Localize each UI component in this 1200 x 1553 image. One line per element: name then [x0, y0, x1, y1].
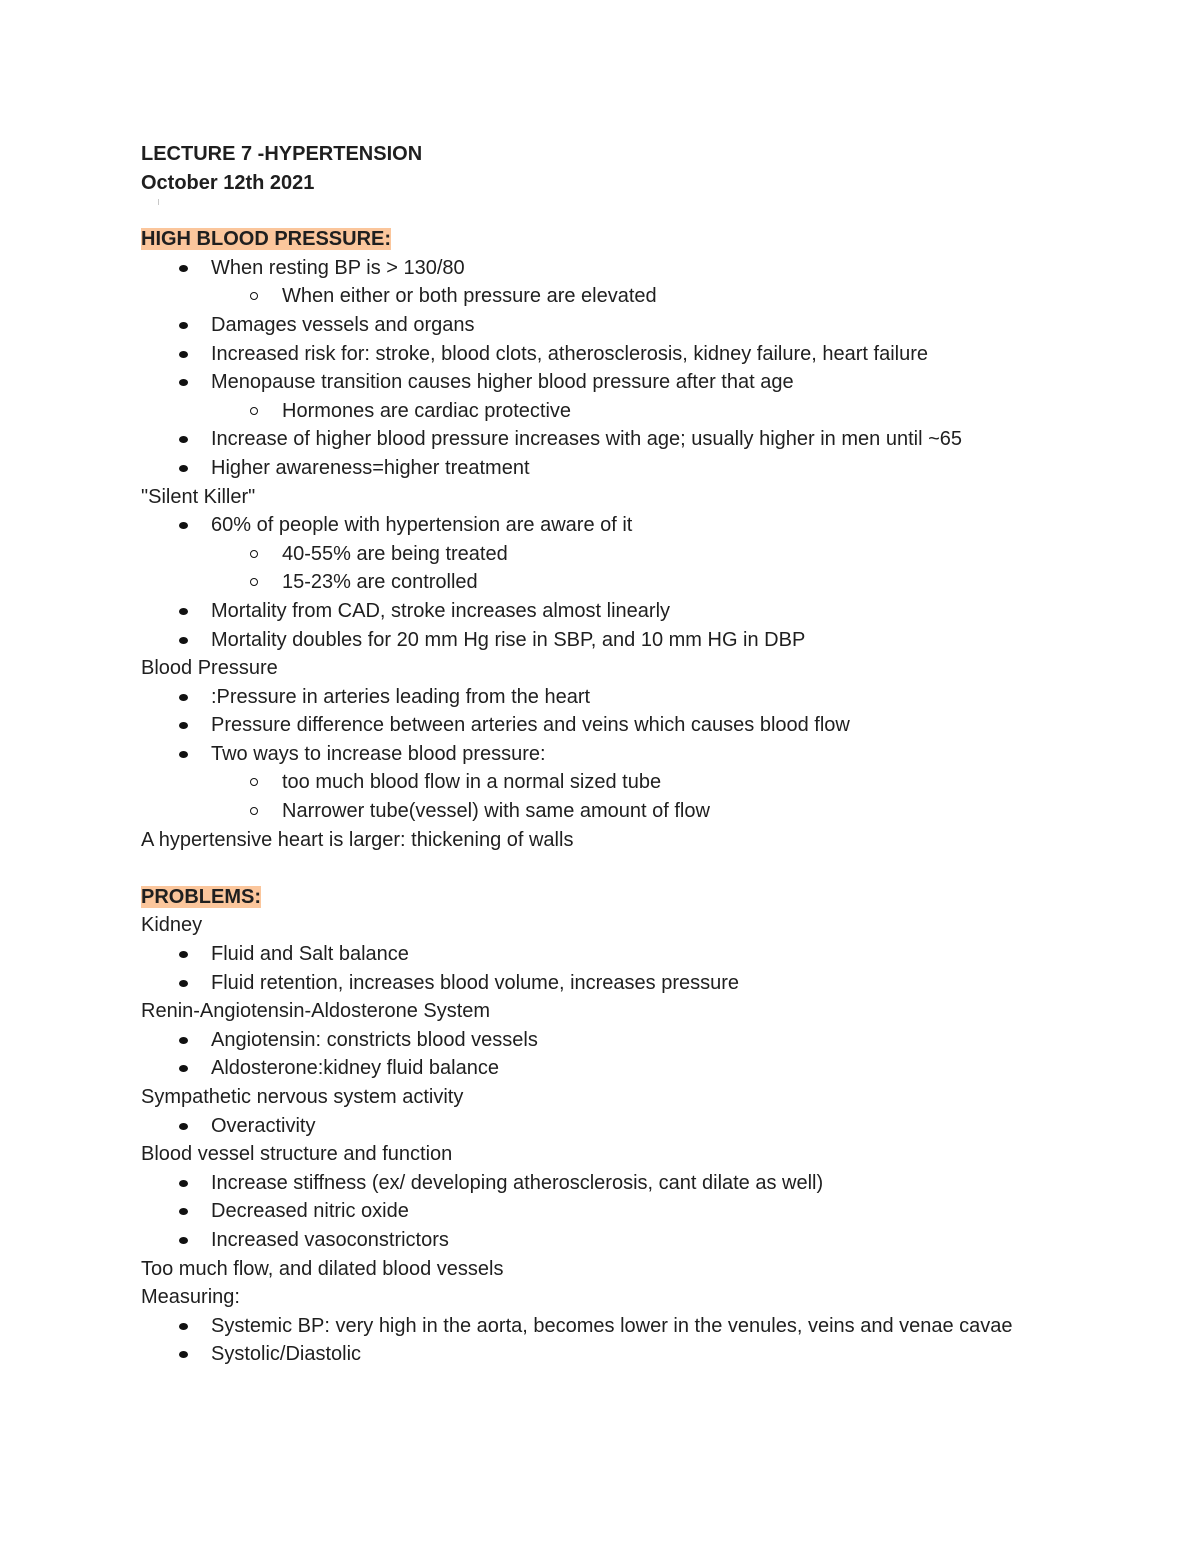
bullet-icon — [179, 465, 188, 472]
list-item: :Pressure in arteries leading from the heart — [141, 683, 1041, 712]
section-heading-high-blood-pressure: HIGH BLOOD PRESSURE: — [141, 228, 392, 251]
sub-bullet-icon — [250, 550, 258, 558]
subheading-blood-vessel: Blood vessel structure and function — [141, 1143, 453, 1166]
bullet-icon — [179, 1037, 188, 1044]
subheading-raas: Renin-Angiotensin-Aldosterone System — [141, 1000, 491, 1023]
bullet-icon — [179, 1123, 188, 1130]
list-item: Fluid and Salt balance — [141, 940, 1041, 969]
list-item: Aldosterone:kidney fluid balance — [141, 1054, 1041, 1083]
list-item: Increase of higher blood pressure increases with age; usually higher in men until ~65 — [141, 425, 1041, 454]
list-item: Narrower tube(vessel) with same amount of flow — [141, 797, 1041, 826]
list-item: When either or both pressure are elevated — [141, 282, 1041, 311]
list-item: Mortality from CAD, stroke increases almost linearly — [141, 597, 1041, 626]
list-item: 40-55% are being treated — [141, 540, 1041, 569]
bullet-icon — [179, 351, 188, 358]
bullet-icon — [179, 379, 188, 386]
bullet-icon — [179, 751, 188, 758]
list-item: Increased risk for: stroke, blood clots, atherosclerosis, kidney failure, heart failure — [141, 340, 1041, 369]
list-item: Menopause transition causes higher blood pressure after that age — [141, 368, 1041, 397]
sub-bullet-icon — [250, 407, 258, 415]
subheading-blood-pressure: Blood Pressure — [141, 657, 278, 680]
sub-bullet-icon — [250, 292, 258, 300]
bullet-icon — [179, 522, 188, 529]
blank-line — [141, 854, 1041, 883]
text-cursor-mark — [141, 197, 1041, 225]
subheading-measuring: Measuring: — [141, 1286, 240, 1309]
list-item: Two ways to increase blood pressure: — [141, 740, 1041, 769]
bullet-icon — [179, 1208, 188, 1215]
list-item: Decreased nitric oxide — [141, 1197, 1041, 1226]
list-item: too much blood flow in a normal sized tube — [141, 768, 1041, 797]
list-item: Mortality doubles for 20 mm Hg rise in SBP, and 10 mm HG in DBP — [141, 626, 1041, 655]
list-item: 15-23% are controlled — [141, 568, 1041, 597]
lecture-title: LECTURE 7 -HYPERTENSION — [141, 143, 423, 165]
list-item: Increase stiffness (ex/ developing atherosclerosis, cant dilate as well) — [141, 1169, 1041, 1198]
list-item: 60% of people with hypertension are aware of it — [141, 511, 1041, 540]
paragraph-hypertensive-heart: A hypertensive heart is larger: thickening of walls — [141, 828, 574, 851]
bullet-icon — [179, 1180, 188, 1187]
bullet-icon — [179, 1065, 188, 1072]
bullet-icon — [179, 1351, 188, 1358]
bullet-icon — [179, 608, 188, 615]
subheading-sympathetic: Sympathetic nervous system activity — [141, 1086, 464, 1108]
document-body — [141, 140, 1041, 1369]
bullet-icon — [179, 322, 188, 329]
bullet-icon — [179, 1237, 188, 1244]
list-item: When resting BP is > 130/80 — [141, 254, 1041, 283]
sub-bullet-icon — [250, 578, 258, 586]
bullet-icon — [179, 265, 188, 272]
bullet-icon — [179, 637, 188, 644]
list-item: Pressure difference between arteries and veins which causes blood flow — [141, 711, 1041, 740]
subheading-kidney: Kidney — [141, 914, 203, 937]
list-item: Overactivity — [141, 1112, 1041, 1141]
bullet-icon — [179, 980, 188, 987]
bullet-icon — [179, 694, 188, 701]
paragraph-too-much-flow: Too much flow, and dilated blood vessels — [141, 1257, 504, 1280]
lecture-date: October 12th 2021 — [141, 171, 315, 194]
sub-bullet-icon — [250, 778, 258, 786]
bullet-icon — [179, 951, 188, 958]
bullet-icon — [179, 722, 188, 729]
bullet-icon — [179, 436, 188, 443]
list-item: Angiotensin: constricts blood vessels — [141, 1026, 1041, 1055]
sub-bullet-icon — [250, 807, 258, 815]
list-item: Damages vessels and organs — [141, 311, 1041, 340]
bullet-icon — [179, 1323, 188, 1330]
list-item: Increased vasoconstrictors — [141, 1226, 1041, 1255]
list-item: Fluid retention, increases blood volume, increases pressure — [141, 969, 1041, 998]
subheading-silent-killer: "Silent Killer" — [141, 485, 256, 508]
list-item: Hormones are cardiac protective — [141, 397, 1041, 426]
list-item: Higher awareness=higher treatment — [141, 454, 1041, 483]
section-heading-problems: PROBLEMS: — [141, 885, 261, 908]
list-item: Systemic BP: very high in the aorta, becomes lower in the venules, veins and venae cavae — [141, 1312, 1041, 1341]
list-item: Systolic/Diastolic — [141, 1340, 1041, 1369]
